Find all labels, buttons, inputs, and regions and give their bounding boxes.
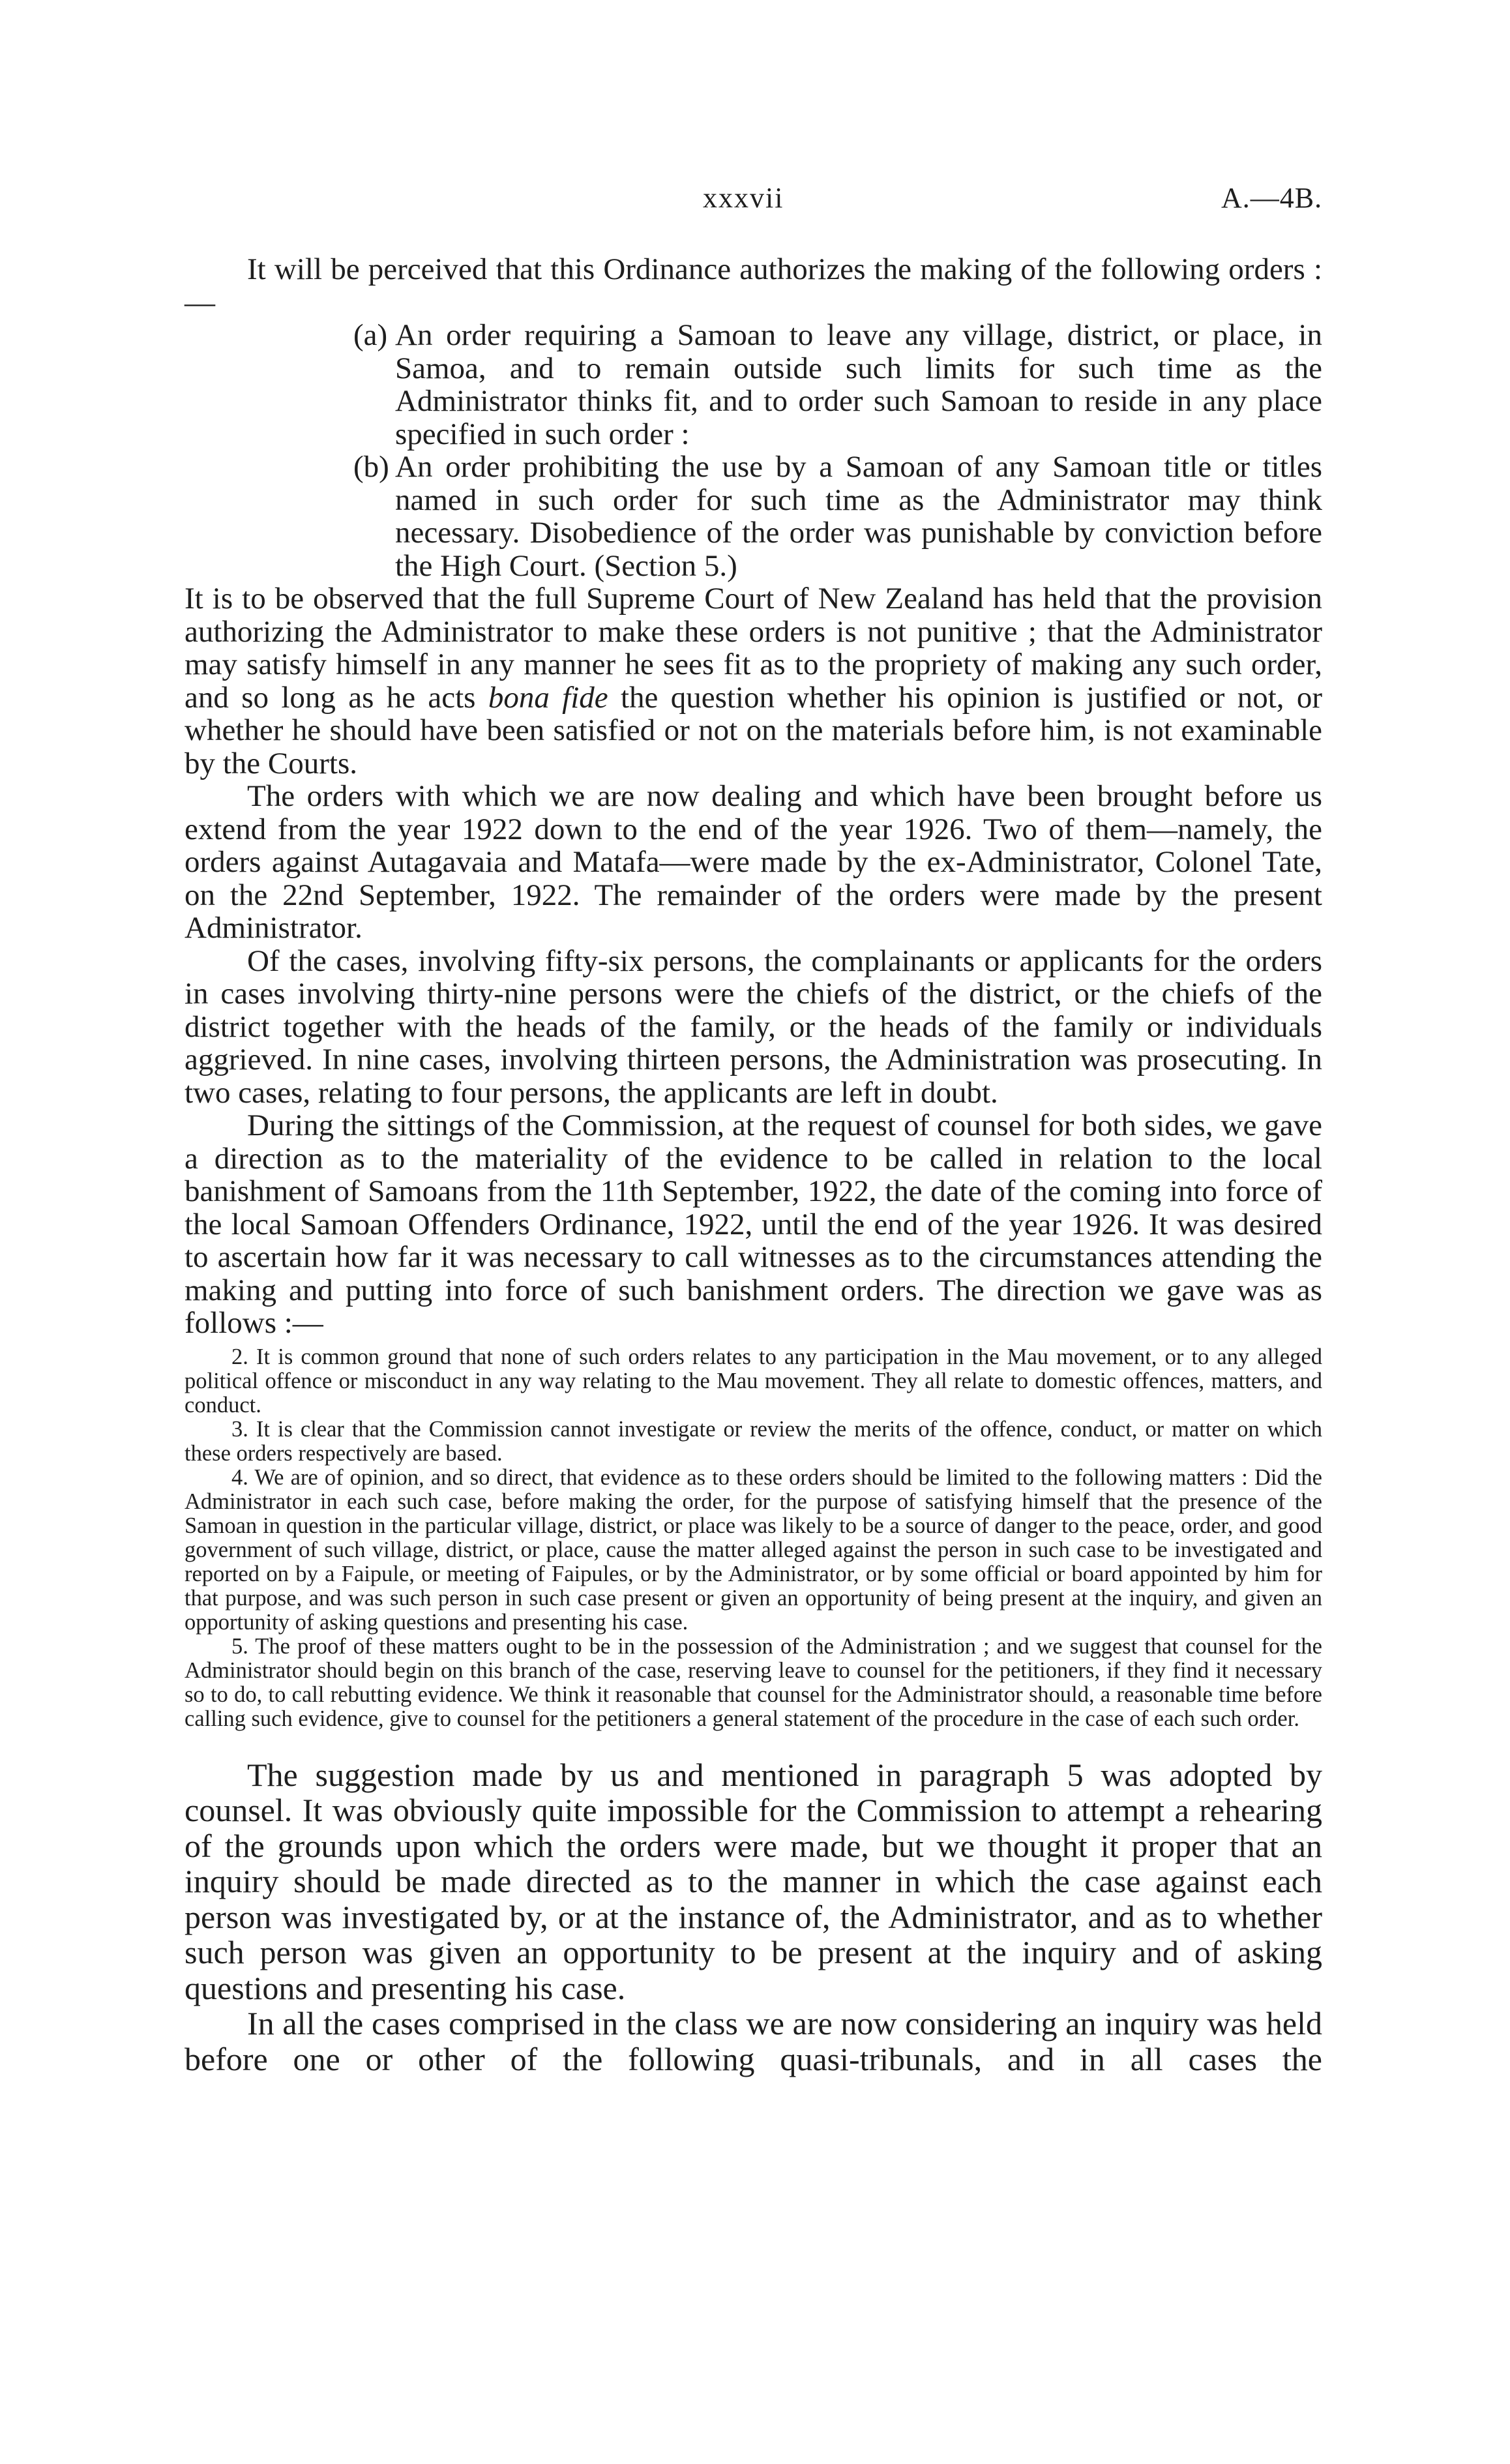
paragraph-cases: Of the cases, involving fifty-six persons, the complainants or applicants for the orders in cases involving thirty-nine persons were the chiefs of the district, or the chiefs of the district together with the heads of the family, or the heads of the family or individuals aggrieved. In nine cases, involving thirteen persons, the Administration was prosecuting. In two cases, relating to four persons, the applicants are left in doubt. <box>185 943 1322 1110</box>
document-reference: A.—4B. <box>1221 182 1323 214</box>
running-head <box>0 181 1510 220</box>
direction-block <box>185 1345 1322 1731</box>
paragraph-orders-range: The orders with which we are now dealing and which have been brought before us extend from the year 1922 down to the end of the year 1926. Two of them—namely, the orders against Autagavaia and Matafa—were made by the ex-Administrator, Colonel Tate, on the 22nd September, 1922. The remainder of the orders were made by the present Administrator. <box>185 779 1322 945</box>
paragraph-suggestion: The suggestion made by us and mentioned in paragraph 5 was adopted by counsel. It was obviously quite impossible for the Commission to attempt a rehearing of the grounds upon which the orders were made, but we thought it proper that an inquiry should be made directed as to the manner in which the case against each person was investigated by, or at the instance of, the Administrator, and as to whether such person was given an opportunity to be present at the inquiry and of asking questions and presenting his case. <box>185 1756 1322 2006</box>
supreme-court-paragraph <box>185 582 1322 780</box>
order-text: An order prohibiting the use by a Samoan of any Samoan title or titles named in such order for such time as the Administrator may think necessary. Disobedience of the order was punishable by conviction before the High Court. (Section 5.) <box>395 450 1322 583</box>
direction-paragraph-4: 4. We are of opinion, and so direct, that evidence as to these orders should be limited to the following matters : Did the Administrator in each such case, before making the order, for the purpose of satisfying himself that the presence of the Samoan in question in the particular village, district, or place was likely to be a source of danger to the peace, order, and good government of such village, district, or place, cause the matter alleged against the person in such case to be investigated and reported on by a Faipule, or meeting of Faipules, or by the Administrator, or by some official or board appointed by him for that purpose, and was such person in such case present or given an opportunity of being present at the inquiry, and given an opportunity of asking questions and presenting his case. <box>185 1464 1322 1635</box>
paragraph-direction-intro: During the sittings of the Commission, at the request of counsel for both sides, we gave a direction as to the materiality of the evidence to be called in relation to the local banishment of Samoans from the 11th September, 1922, the date of the coming into force of the local Samoan Offenders Ordinance, 1922, until the end of the year 1926. It was desired to ascertain how far it was necessary to call witnesses as to the circumstances attending the making and putting into force of such banishment orders. The direction we gave was as follows :— <box>185 1108 1322 1340</box>
order-item-a <box>185 319 1322 451</box>
latin-emphasis: bona fide <box>488 680 608 715</box>
paragraph-text: It is to be observed that the full Supreme Court of New Zealand has held that the provision authorizing the Administrator to make these orders is not punitive ; that the Administrator may satisfy himself in any manner he sees fit as to the propriety of making any such order, and so long as he acts <box>185 582 1322 715</box>
order-text: An order requiring a Samoan to leave any village, district, or place, in Samoa, and to remain outside such limits for such time as the Administrator thinks fit, and to order such Samoan to reside in any place specified in such order : <box>395 318 1322 451</box>
order-item-b <box>185 451 1322 582</box>
order-marker: (b) <box>353 450 389 484</box>
order-marker: (a) <box>353 318 388 352</box>
direction-paragraph-2: 2. It is common ground that none of such orders relates to any participation in the Mau movement, or to any alleged political offence or misconduct in any way relating to the Mau movement. They all relate to domestic offences, matters, and conduct. <box>185 1344 1322 1418</box>
paragraph-text: the question whether his opinion is justified or not, or whether he should have been satisfied or not on the materials before him, is not examinable by the Courts. <box>185 680 1322 780</box>
intro-paragraph: It will be perceived that this Ordinance authorizes the making of the following orders :— <box>185 252 1322 319</box>
paragraph-all-cases: In all the cases comprised in the class we are now considering an inquiry was held before one or other of the following quasi-tribunals, and in all cases the <box>185 2005 1322 2077</box>
direction-paragraph-5: 5. The proof of these matters ought to be in the possession of the Administration ; and we suggest that counsel for the Administrator should begin on this branch of the case, reserving leave to counsel for the petitioners, if they find it necessary so to do, to call rebutting evidence. We think it reasonable that counsel for the Administrator should, a reasonable time before calling such evidence, give to counsel for the petitioners a general statement of the procedure in the case of each such order. <box>185 1633 1322 1731</box>
page-number: xxxvii <box>703 182 784 214</box>
closing-block <box>185 1757 1322 2077</box>
direction-paragraph-3: 3. It is clear that the Commission cannot investigate or review the merits of the offence, conduct, or matter on which these orders respectively are based. <box>185 1416 1322 1466</box>
text-column <box>185 253 1322 2077</box>
